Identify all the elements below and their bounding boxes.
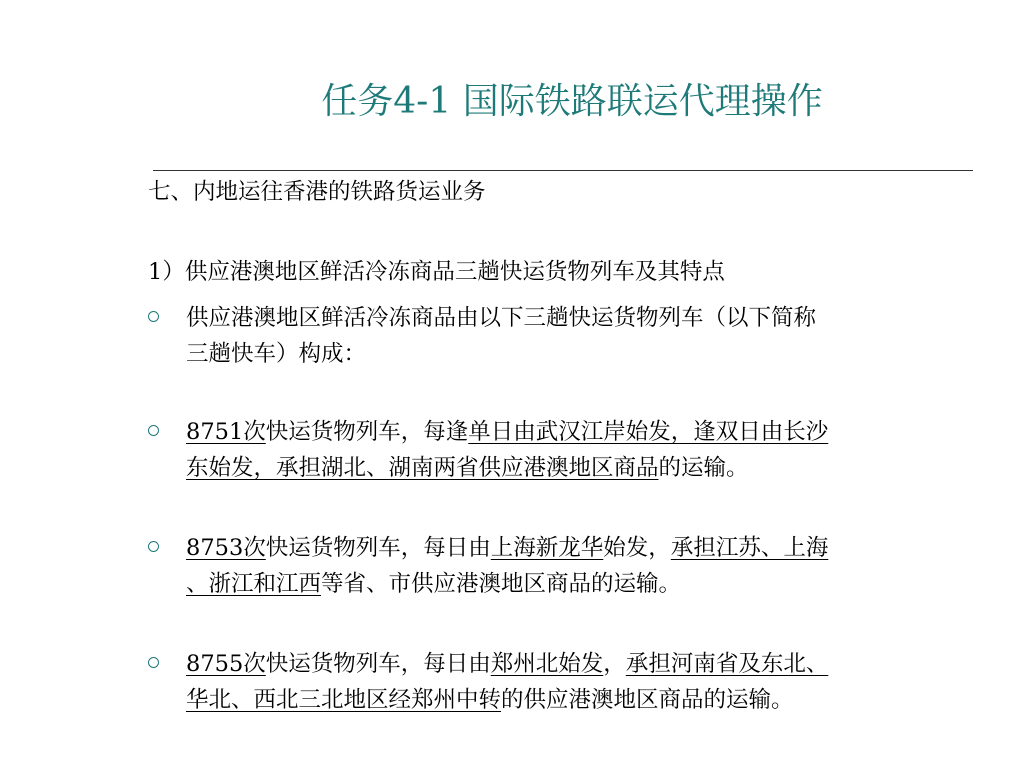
train-line-1 xyxy=(186,648,828,680)
train-text: 等省、市供应港澳地区商品的运输。 xyxy=(321,571,682,597)
train-coverage-cont: 华北、西北三北地区经郑州中转 xyxy=(186,687,502,713)
intro-line-1: 供应港澳地区鲜活冷冻商品由以下三趟快运货物列车（以下简称 xyxy=(186,305,817,331)
page-title: 任务4-1 国际铁路联运代理操作 xyxy=(321,81,823,122)
train-text: 始发， xyxy=(603,535,671,561)
hollow-circle-bullet-icon xyxy=(148,311,159,322)
train-text: 的运输。 xyxy=(658,455,749,481)
hollow-circle-bullet-icon xyxy=(148,541,159,552)
train-line-1 xyxy=(186,416,828,448)
train-text: 快运货物列车，每日由 xyxy=(265,535,491,561)
train-coverage: 承担河南省及东北、 xyxy=(625,651,829,677)
train-coverage: 承担江苏、上海 xyxy=(670,535,829,561)
title-divider xyxy=(153,170,973,171)
intro-line-2: 三趟快车）构成： xyxy=(186,341,367,367)
train-text: 快运货物列车，每逢 xyxy=(265,419,469,445)
train-coverage-cont: 、浙江和江西 xyxy=(186,571,322,597)
train-line-2 xyxy=(186,684,794,716)
train-route-cont: 东始发，承担湖北、湖南两省供应港澳地区商品 xyxy=(186,455,659,481)
train-origin: 上海新龙华 xyxy=(490,535,604,561)
train-line-2 xyxy=(186,452,749,484)
hollow-circle-bullet-icon xyxy=(148,657,159,668)
hollow-circle-bullet-icon xyxy=(148,425,159,436)
train-number: 8751次 xyxy=(186,419,266,445)
section-heading: 七、内地运往香港的铁路货运业务 xyxy=(148,179,486,205)
train-text: 的供应港澳地区商品的运输。 xyxy=(501,687,794,713)
train-line-2 xyxy=(186,568,681,600)
train-number: 8753次 xyxy=(186,535,266,561)
train-origin: 郑州北始发 xyxy=(490,651,604,677)
train-text: 快运货物列车，每日由 xyxy=(265,651,491,677)
train-number: 8755次 xyxy=(186,651,266,677)
subheading: 1）供应港澳地区鲜活冷冻商品三趟快运货物列车及其特点 xyxy=(148,259,725,285)
train-text: ， xyxy=(603,651,626,677)
train-route: 单日由武汉江岸始发，逢双日由长沙 xyxy=(468,419,829,445)
train-line-1 xyxy=(186,532,828,564)
